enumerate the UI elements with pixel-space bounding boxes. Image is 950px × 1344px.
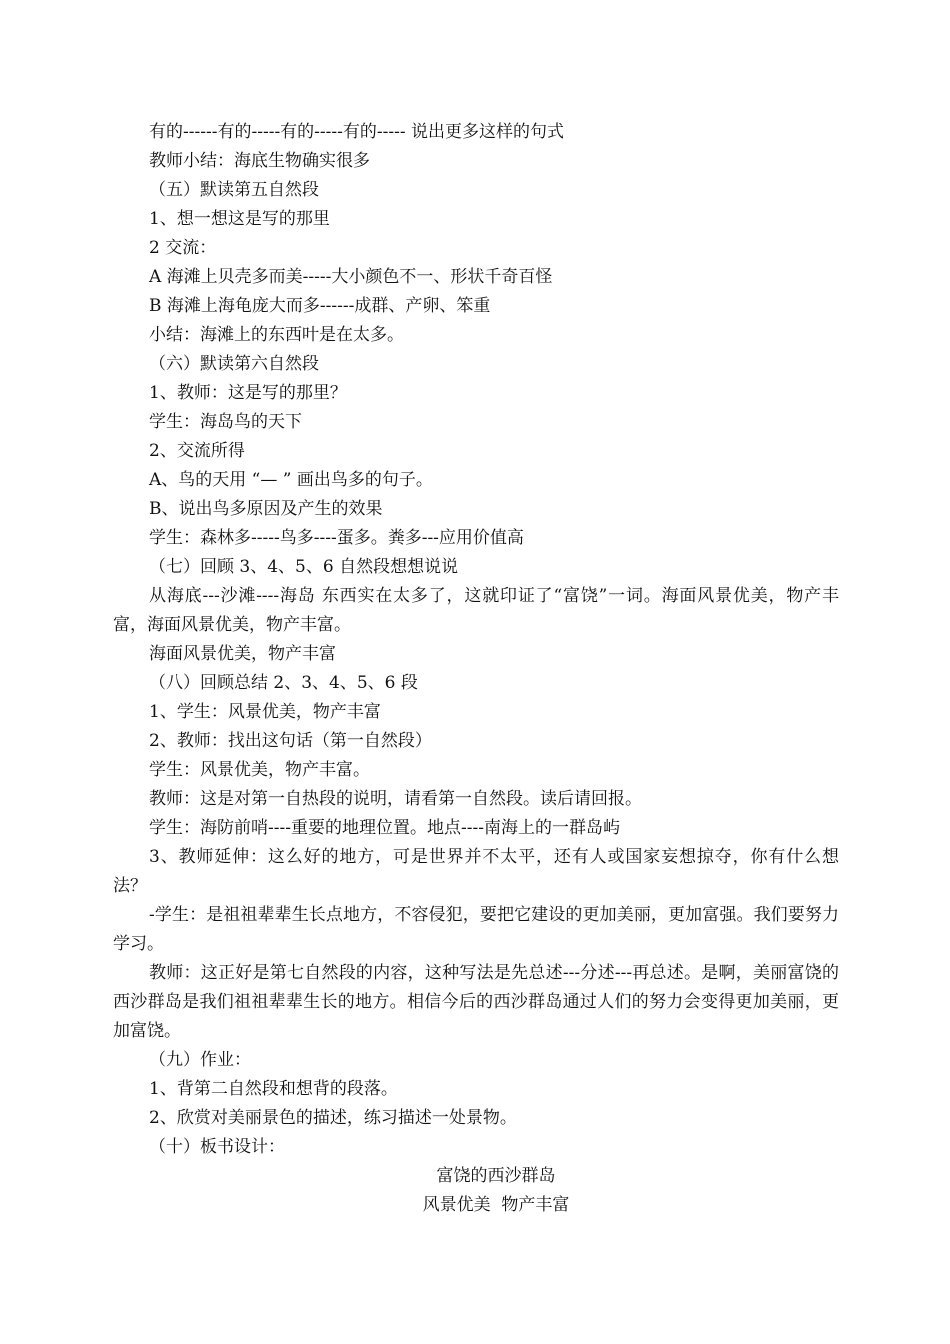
section-heading-7: （七）回顾 3、4、5、6 自然段想想说说 (149, 557, 459, 577)
line-6-student: 学生：海岛鸟的天下 (149, 412, 302, 432)
line-5-1: 1、想一想这是写的那里 (149, 209, 330, 229)
line-8-student-2: 学生：海防前哨----重要的地理位置。地点----南海上的一群岛屿 (149, 818, 620, 838)
board-subtitle: 风景优美 物产丰富 (422, 1195, 570, 1215)
section-heading-5: （五）默读第五自然段 (149, 180, 319, 200)
paragraph-8-teacher: 教师：这正好是第七自然段的内容，这种写法是先总述---分述---再总述。是啊，美丽富饶的西沙群岛是我们祖祖辈辈生长的地方。相信今后的西沙群岛通过人们的努力会变得更加美丽，更加富饶。 (113, 963, 839, 1041)
line-9-2: 2、欣赏对美丽景色的描述，练习描述一处景物。 (149, 1108, 517, 1128)
line-6-b: B、说出鸟多原因及产生的效果 (149, 499, 383, 519)
line-6-1: 1、教师：这是写的那里？ (149, 383, 347, 403)
line-6-2: 2、交流所得 (149, 441, 245, 461)
section-heading-8: （八）回顾总结 2、3、4、5、6 段 (149, 673, 418, 693)
line-8-teacher: 教师：这是对第一自热段的说明，请看第一自然段。读后请回报。 (149, 789, 642, 809)
line-5-b: B 海滩上海龟庞大而多------成群、产卵、笨重 (149, 296, 491, 316)
line-8-student: 学生：风景优美，物产丰富。 (149, 760, 370, 780)
line-8-1: 1、学生：风景优美，物产丰富 (149, 702, 381, 722)
line-6-student-2: 学生：森林多-----鸟多----蛋多。粪多---应用价值高 (149, 528, 524, 548)
line-9-1: 1、背第二自然段和想背的段落。 (149, 1079, 398, 1099)
section-heading-10: （十）板书设计： (149, 1137, 285, 1157)
section-heading-9: （九）作业： (149, 1050, 251, 1070)
paragraph-8-student: -学生：是祖祖辈辈生长点地方，不容侵犯，要把它建设的更加美丽，更加富强。我们要努力学习。 (113, 905, 839, 954)
line-teacher-summary: 教师小结：海底生物确实很多 (149, 151, 370, 171)
line-6-a: A、鸟的天用 “— ” 画出鸟多的句子。 (149, 470, 433, 490)
section-heading-6: （六）默读第六自然段 (149, 354, 319, 374)
line-sentence-pattern: 有的------有的-----有的-----有的----- 说出更多这样的句式 (149, 122, 565, 142)
line-7-summary: 海面风景优美，物产丰富 (149, 644, 336, 664)
paragraph-8-3: 3、教师延伸：这么好的地方，可是世界并不太平，还有人或国家妄想掠夺，你有什么想法？ (113, 847, 839, 896)
line-5-summary: 小结：海滩上的东西叶是在太多。 (149, 325, 404, 345)
document-page (113, 118, 839, 1220)
line-5-a: A 海滩上贝壳多而美-----大小颜色不一、形状千奇百怪 (149, 267, 553, 287)
line-5-2: 2 交流： (149, 238, 217, 258)
line-8-2: 2、教师：找出这句话（第一自然段） (149, 731, 432, 751)
board-title: 富饶的西沙群岛 (436, 1166, 556, 1186)
paragraph-7: 从海底---沙滩----海岛 东西实在太多了，这就印证了“富饶”一词。海面风景优美，物产丰富，海面风景优美，物产丰富。 (113, 586, 839, 635)
